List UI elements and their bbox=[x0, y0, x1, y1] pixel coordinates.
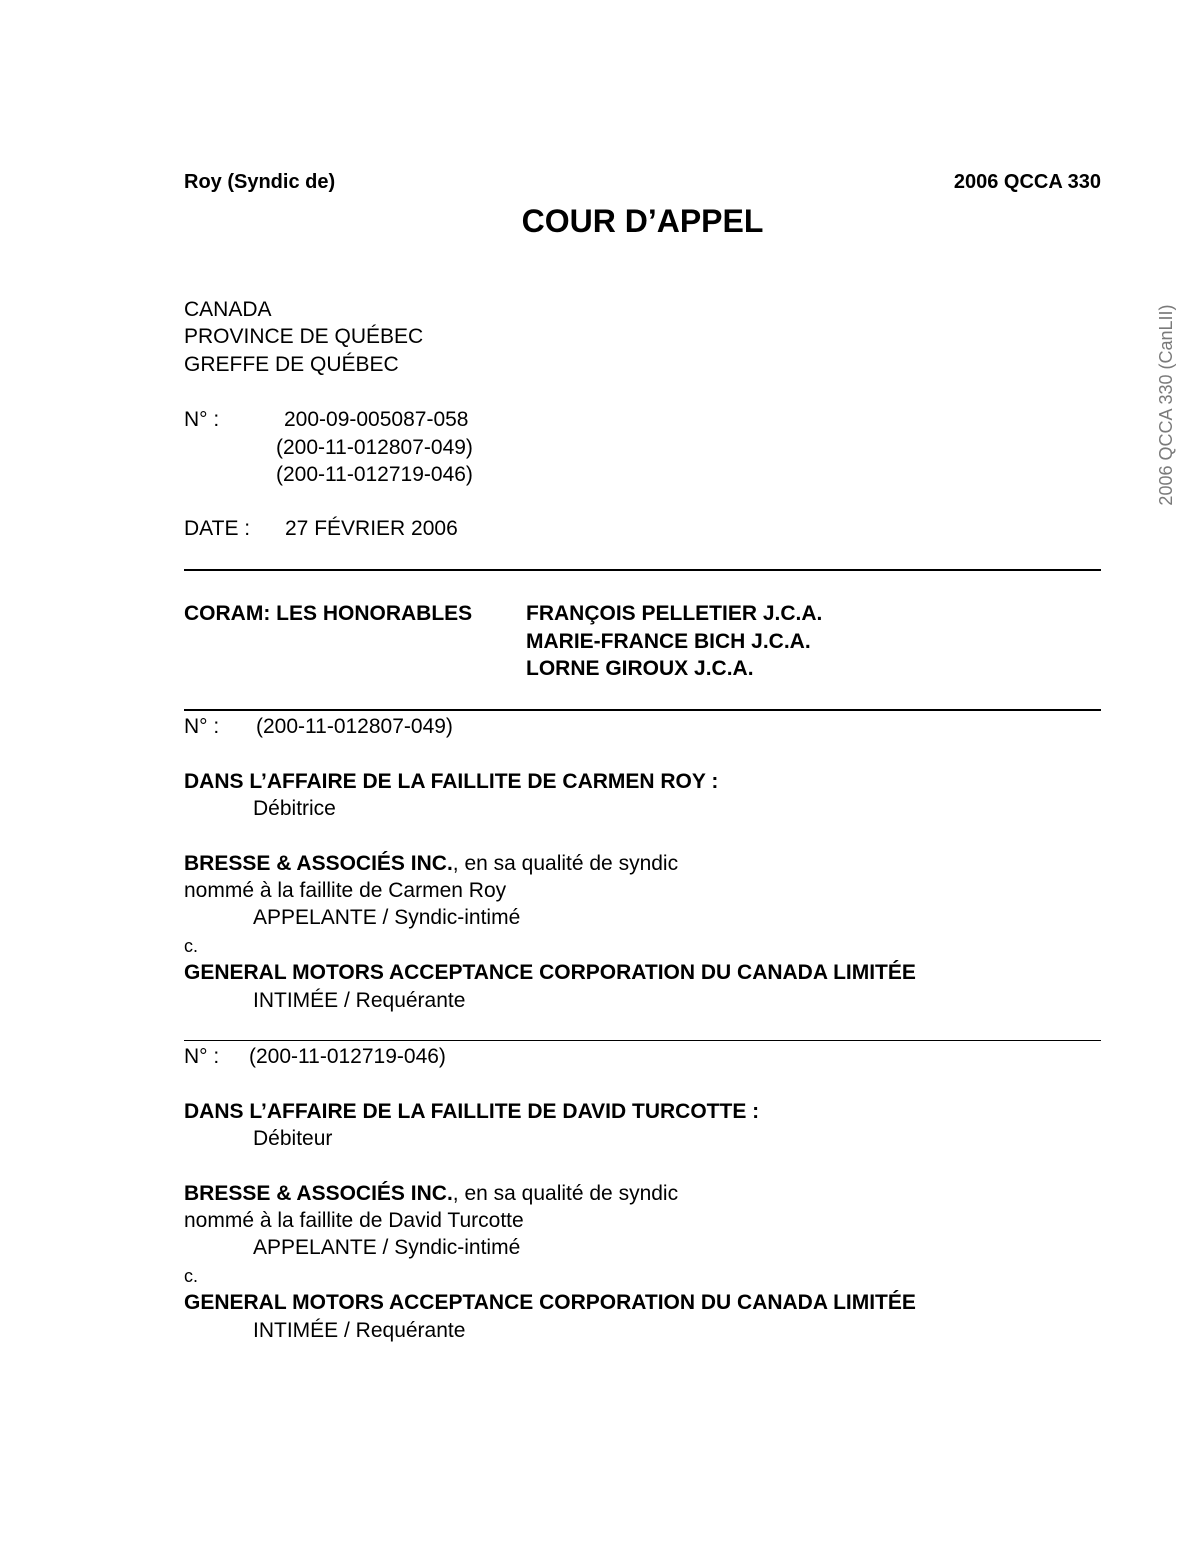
appellant-name: BRESSE & ASSOCIÉS INC. bbox=[184, 1182, 453, 1205]
short-title: Roy (Syndic de) bbox=[184, 171, 336, 193]
bankruptcy-matter: DANS L’AFFAIRE DE LA FAILLITE DE CARMEN ROY : bbox=[184, 770, 719, 793]
judge-name: FRANÇOIS PELLETIER J.C.A. bbox=[526, 602, 823, 625]
bankruptcy-matter: DANS L’AFFAIRE DE LA FAILLITE DE DAVID TURCOTTE : bbox=[184, 1100, 760, 1123]
respondent-role: INTIMÉE / Requérante bbox=[253, 989, 466, 1012]
respondent-role: INTIMÉE / Requérante bbox=[253, 1319, 466, 1342]
case-number: (200-11-012807-049) bbox=[256, 715, 453, 738]
divider bbox=[184, 1040, 1101, 1041]
divider bbox=[184, 569, 1101, 571]
appellant-role: APPELANTE / Syndic-intimé bbox=[253, 1236, 521, 1259]
judge-name: MARIE-FRANCE BICH J.C.A. bbox=[526, 630, 811, 653]
appellant-capacity: , en sa qualité de syndic bbox=[452, 1182, 679, 1205]
province: PROVINCE DE QUÉBEC bbox=[184, 325, 424, 348]
file-number-label: N° : bbox=[184, 408, 220, 431]
appellant-line bbox=[184, 853, 678, 874]
file-number-related: (200-11-012719-046) bbox=[276, 463, 473, 486]
appellant-role: APPELANTE / Syndic-intimé bbox=[253, 906, 521, 929]
country: CANADA bbox=[184, 298, 272, 321]
respondent-name: GENERAL MOTORS ACCEPTANCE CORPORATION DU CANADA LIMITÉE bbox=[184, 961, 916, 984]
debtor-role: Débiteur bbox=[253, 1127, 333, 1150]
case-number-label: N° : bbox=[184, 715, 220, 738]
versus: c. bbox=[184, 1266, 199, 1286]
date-label: DATE : bbox=[184, 517, 251, 540]
registry: GREFFE DE QUÉBEC bbox=[184, 353, 399, 376]
date-value: 27 FÉVRIER 2006 bbox=[285, 517, 458, 540]
file-number-related: (200-11-012807-049) bbox=[276, 436, 473, 459]
judge-name: LORNE GIROUX J.C.A. bbox=[526, 657, 754, 680]
versus: c. bbox=[184, 936, 199, 956]
divider bbox=[184, 709, 1101, 711]
appellant-capacity: , en sa qualité de syndic bbox=[452, 852, 679, 875]
appellant-line bbox=[184, 1183, 678, 1204]
canlii-watermark: 2006 QCCA 330 (CanLII) bbox=[1156, 304, 1176, 506]
neutral-citation: 2006 QCCA 330 bbox=[953, 171, 1101, 193]
debtor-role: Débitrice bbox=[253, 797, 336, 820]
case-number-label: N° : bbox=[184, 1045, 220, 1068]
file-number-primary: 200-09-005087-058 bbox=[284, 408, 469, 431]
respondent-name: GENERAL MOTORS ACCEPTANCE CORPORATION DU CANADA LIMITÉE bbox=[184, 1291, 916, 1314]
appellant-name: BRESSE & ASSOCIÉS INC. bbox=[184, 852, 453, 875]
appellant-appointment: nommé à la faillite de Carmen Roy bbox=[184, 879, 507, 902]
appellant-appointment: nommé à la faillite de David Turcotte bbox=[184, 1209, 524, 1232]
court-title: COUR D’APPEL bbox=[521, 203, 764, 239]
coram-label: CORAM: LES HONORABLES bbox=[184, 602, 473, 625]
case-number: (200-11-012719-046) bbox=[249, 1045, 446, 1068]
